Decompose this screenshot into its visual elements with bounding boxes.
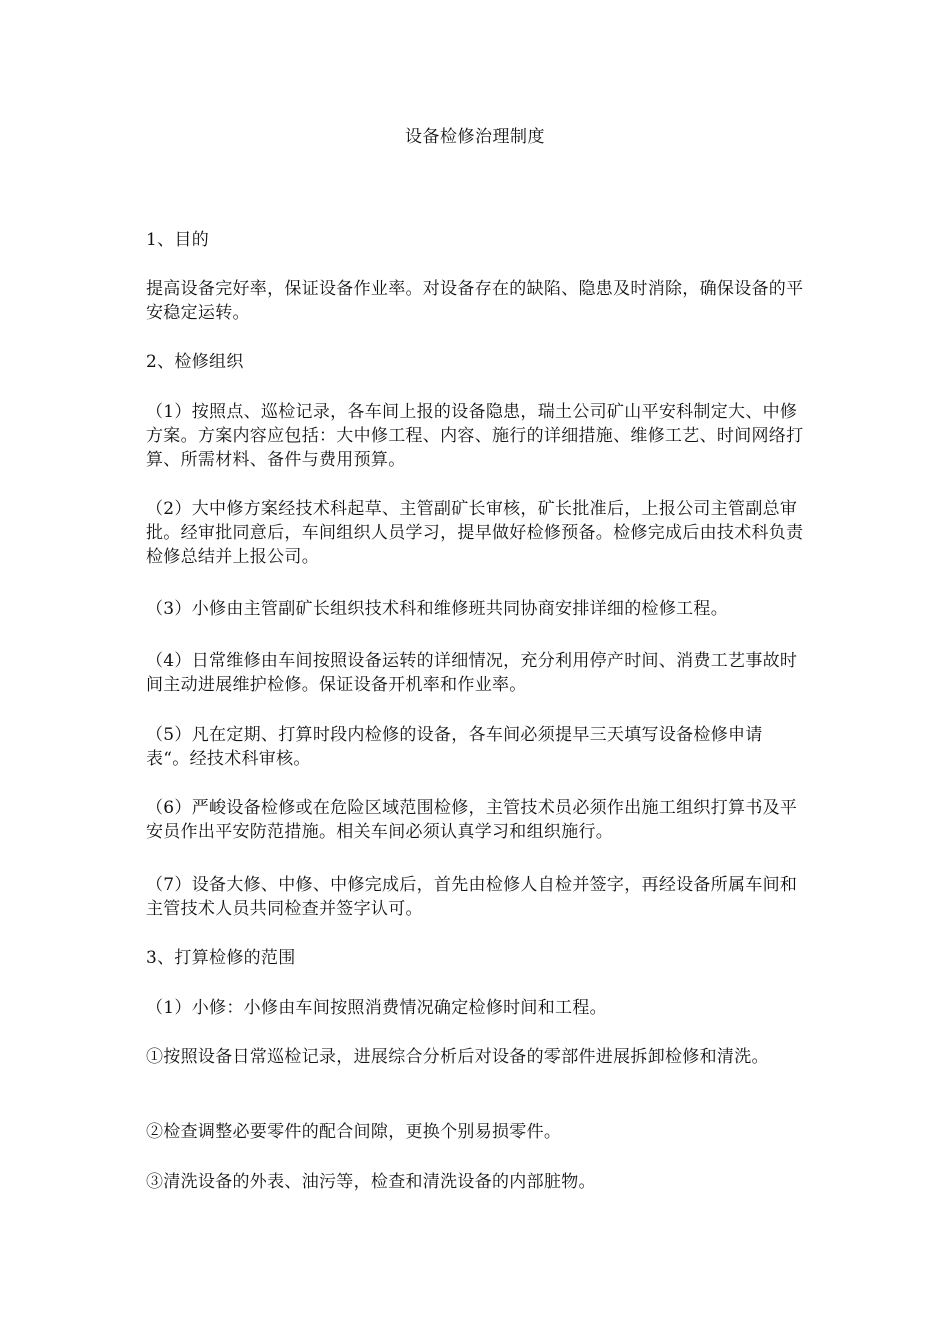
purpose-text: 提高设备完好率，保证设备作业率。对设备存在的缺陷、隐患及时消除，确保设备的平安稳定运转。 — [146, 279, 804, 323]
paragraph — [146, 1120, 806, 1144]
org-item-7: （7）设备大修、中修、中修完成后，首先由检修人自检并签字，再经设备所属车间和主管技术人员共同检查并签字认可。 — [146, 875, 798, 919]
section-heading-organization: 2、检修组织 — [146, 352, 244, 372]
scope-subitem-3: ③清洗设备的外表、油污等，检查和清洗设备的内部脏物。 — [146, 1172, 596, 1192]
paragraph — [146, 873, 806, 921]
paragraph — [146, 1170, 806, 1194]
scope-subitem-2: ②检查调整必要零件的配合间隙，更换个别易损零件。 — [146, 1122, 562, 1142]
org-item-1: （1）按照点、巡检记录，各车间上报的设备隐患，瑞土公司矿山平安科制定大、中修方案。方案内容应包括：大中修工程、内容、施行的详细措施、维修工艺、时间网络打算、所需材料、备件与费用预算。 — [146, 402, 804, 470]
section-heading-scope: 3、打算检修的范围 — [146, 948, 296, 968]
section-heading-purpose: 1、目的 — [146, 230, 210, 250]
paragraph — [146, 400, 806, 472]
paragraph — [146, 597, 806, 621]
paragraph — [146, 1045, 806, 1069]
org-item-3: （3）小修由主管副矿长组织技术科和维修班共同协商安排详细的检修工程。 — [146, 599, 729, 619]
paragraph — [146, 497, 806, 569]
paragraph — [146, 796, 806, 844]
scope-item-1: （1）小修：小修由车间按照消费情况确定检修时间和工程。 — [146, 998, 607, 1018]
document-title: 设备检修治理制度 — [405, 127, 545, 147]
paragraph — [146, 277, 806, 325]
paragraph — [146, 996, 806, 1020]
paragraph — [146, 649, 806, 697]
scope-subitem-1: ①按照设备日常巡检记录，进展综合分析后对设备的零部件进展拆卸检修和清洗。 — [146, 1047, 769, 1067]
paragraph — [146, 723, 806, 771]
org-item-4: （4）日常维修由车间按照设备运转的详细情况，充分利用停产时间、消费工艺事故时间主动进展维护检修。保证设备开机率和作业率。 — [146, 651, 798, 695]
org-item-2: （2）大中修方案经技术科起草、主管副矿长审核，矿长批准后，上报公司主管副总审批。经审批同意后，车间组织人员学习，提早做好检修预备。检修完成后由技术科负责检修总结并上报公司。 — [146, 499, 804, 567]
paragraph — [146, 228, 806, 252]
paragraph — [146, 946, 806, 970]
org-item-5: （5）凡在定期、打算时段内检修的设备，各车间必须提早三天填写设备检修申请表“。经技术科审核。 — [146, 725, 763, 769]
paragraph — [146, 350, 806, 374]
org-item-6: （6）严峻设备检修或在危险区域范围检修，主管技术员必须作出施工组织打算书及平安员作出平安防范措施。相关车间必须认真学习和组织施行。 — [146, 798, 798, 842]
